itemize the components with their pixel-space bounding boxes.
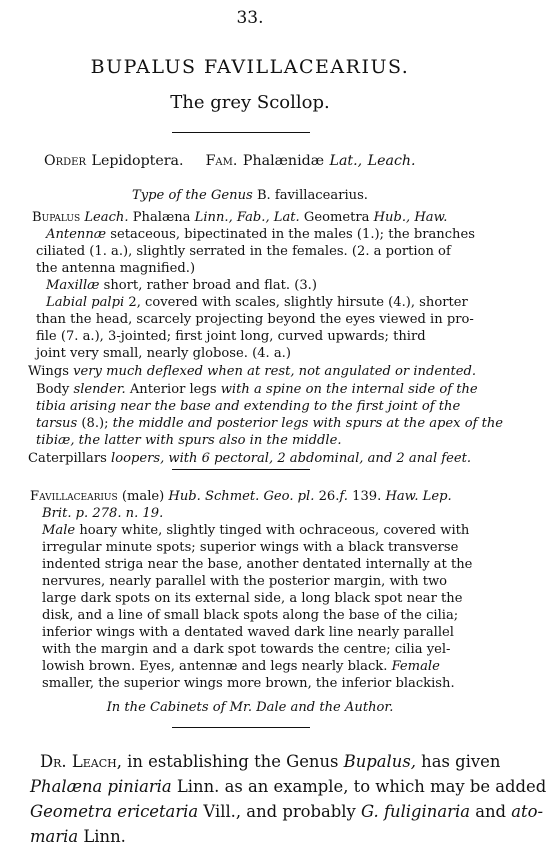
order-family-line: Order Lepidoptera. Fam. Phalænidæ Lat., Leach. — [44, 153, 416, 169]
divider-rule — [172, 132, 310, 133]
page-title: BUPALUS FAVILLACEARIUS. — [90, 56, 410, 78]
type-of-genus: Type of the Genus B. favillacearius. — [132, 188, 368, 203]
divider-rule — [172, 727, 310, 728]
common-name: The grey Scollop. — [170, 92, 330, 113]
cabinet-note: In the Cabinets of Mr. Dale and the Author. — [106, 700, 394, 715]
divider-rule — [172, 469, 310, 470]
page-number: 33. — [236, 8, 264, 28]
book-page: 33. BUPALUS FAVILLACEARIUS. The grey Scollop. Order Lepidoptera. Fam. Phalænidæ Lat., Leach. Type of the Genus B. favillacearius. Bupalus Leach. Phalæna Linn., Fab., Lat. Geometra Hub., Haw. Antennæ setaceous, bipectinated in the males (1.); the branches ciliated (1. a.), slightly serrated in the females. (2. a portion of the antenna magnified.) Maxillæ short, rather broad and flat. (3.) Labial palpi 2, covered with scales, slightly hirsute (4.), shorter than the head, scarcely projecting beyond the eyes viewed in pro- file (7. a.), 3-jointed; first joint long, curved upwards; third joint very small, nearly globose. (4. a.) Wings very much deflexed when at rest, not angulated or indented. Body slender. Anterior legs with a spine on the internal side of the tibia arising near the base and extending to the first joint of the tarsus (8.); the middle and posterior legs with spurs at the apex of the tibiæ, the latter with spurs also in the middle. Caterpillars loopers, with 6 pectoral, 2 abdominal, and 2 anal feet. Favillacearius (male) Hub. Schmet. Geo. pl. 26.f. 139. Haw. Lep. Brit. p. 278. n. 19. Male hoary white, slightly tinged with ochraceous, covered with irregular minute spots; superior wings with a black transverse indented striga near the base, another dentated internally at the nervures, nearly parallel with the posterior margin, with two large dark spots on its external side, a long black spot near the disk, and a line of small black spots along the base of the cilia; inferior wings with a dentated waved dark line nearly parallel with the margin and a dark spot towards the centre; cilia yel- lowish brown. Eyes, antennæ and legs nearly black. Female smaller, the superior wings more brown, the inferior blackish. In the Cabinets of Mr. Dale and the Author. Dr. Leach, in establishing the Genus Bupalus, has given Phalæna piniaria Linn. as an example, to which may be added Geometra ericetaria Vill., and probably G. fuliginaria and ato- maria Linn. — [0, 0, 500, 855]
